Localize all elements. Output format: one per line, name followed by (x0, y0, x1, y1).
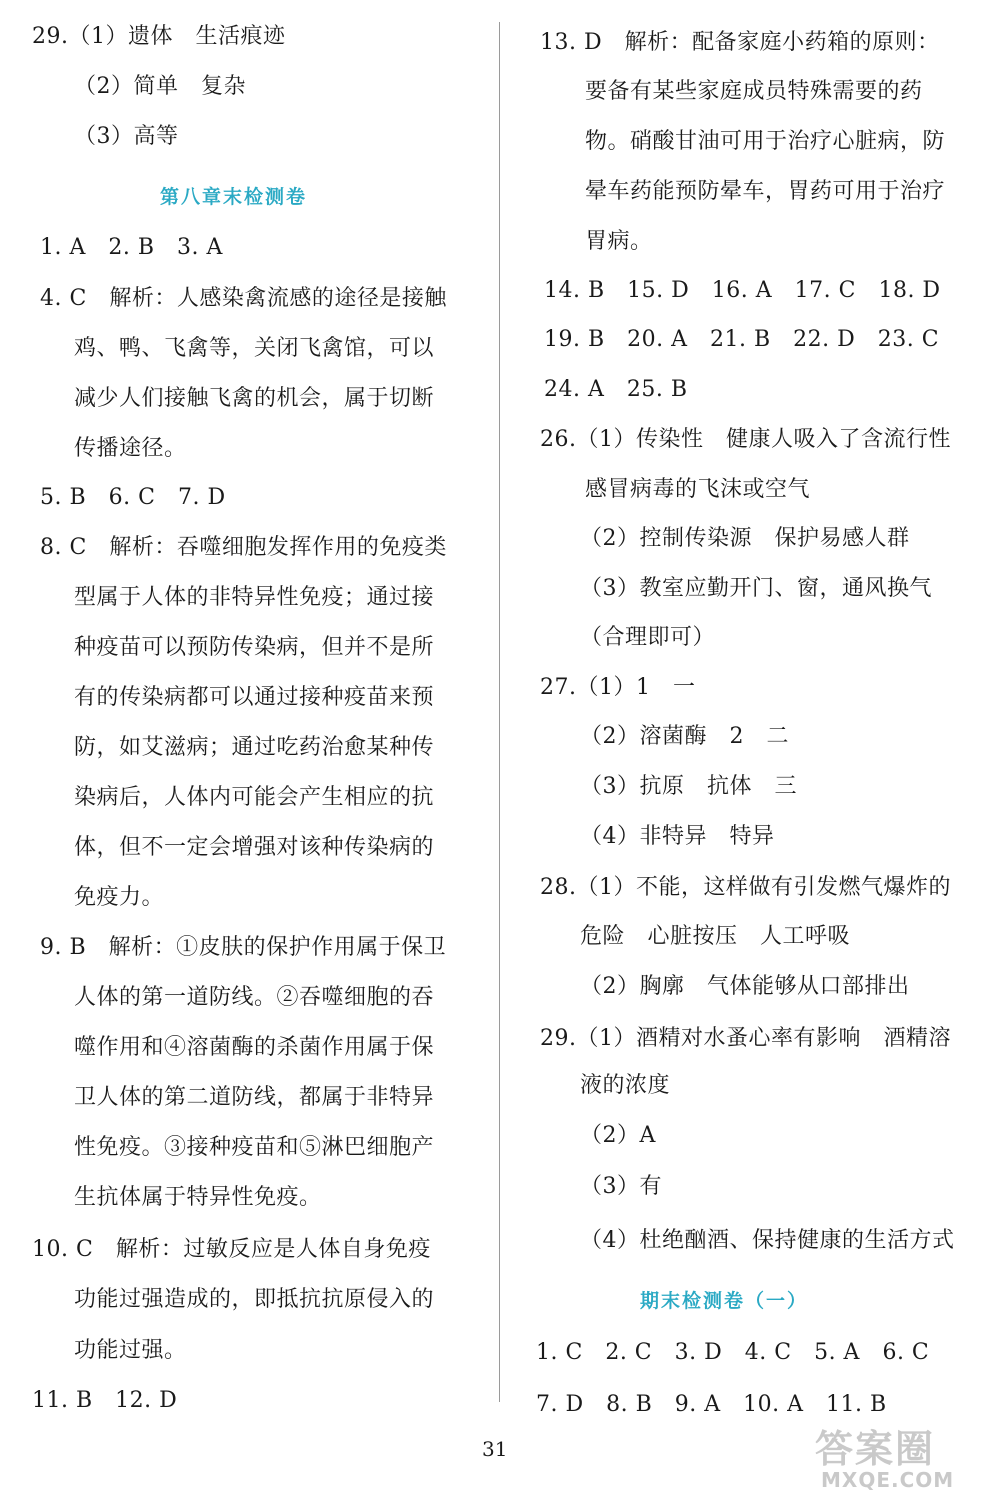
watermark-logo-text: 答案圈 (815, 1427, 936, 1471)
answer-line: 8. C 解析：吞噬细胞发挥作用的免疫类 (40, 535, 447, 560)
answer-line: 9. B 解析：①皮肤的保护作用属于保卫 (40, 935, 447, 960)
answer-line: 13. D 解析：配备家庭小药箱的原则： (540, 30, 940, 55)
answer-line: 物。硝酸甘油可用于治疗心脏病，防 (585, 129, 946, 154)
answer-line: （2）A (580, 1123, 656, 1148)
answer-line: （3）高等 (74, 124, 179, 149)
answer-line: 要备有某些家庭成员特殊需要的药 (585, 79, 923, 104)
answer-line: 染病后，人体内可能会产生相应的抗 (74, 785, 435, 810)
answer-line: （3）抗原 抗体 三 (580, 774, 797, 799)
answer-line: （2）胸廓 气体能够从口部排出 (580, 974, 910, 999)
answer-line: 型属于人体的非特异性免疫；通过接 (74, 585, 435, 610)
answer-line: 11. B 12. D (32, 1388, 178, 1413)
answer-line: 功能过强。 (74, 1338, 187, 1363)
answer-line: 种疫苗可以预防传染病，但并不是所 (74, 635, 435, 660)
answer-line: 鸡、鸭、飞禽等，关闭飞禽馆，可以 (74, 336, 435, 361)
answer-line: （3）教室应勤开门、窗，通风换气 (580, 576, 932, 601)
answer-line: 感冒病毒的飞沫或空气 (585, 477, 811, 502)
answer-line: 晕车药能预防晕车，胃药可用于治疗 (585, 179, 946, 204)
answer-line: 4. C 解析：人感染禽流感的途径是接触 (40, 286, 447, 311)
answer-line: （2）控制传染源 保护易感人群 (580, 526, 910, 551)
answer-line: 27.（1）1 一 (540, 675, 696, 700)
answer-line: （2）溶菌酶 2 二 (580, 724, 789, 749)
answer-line: 减少人们接触飞禽的机会，属于切断 (74, 386, 435, 411)
answer-line: 功能过强造成的，即抵抗抗原侵入的 (74, 1287, 435, 1312)
answer-line: （4）非特异 特异 (580, 824, 775, 849)
answer-line: （4）杜绝酗酒、保持健康的生活方式 (580, 1228, 955, 1253)
answer-line: 29.（1）酒精对水蚤心率有影响 酒精溶 (540, 1026, 951, 1051)
answer-line: 人体的第一道防线。②吞噬细胞的吞 (74, 985, 435, 1010)
answer-line: 防，如艾滋病；通过吃药治愈某种传 (74, 735, 435, 760)
answer-line: 传播途径。 (74, 436, 187, 461)
answer-line: 29.（1）遗体 生活痕迹 (32, 24, 286, 49)
column-divider (499, 22, 500, 1402)
answer-line: 有的传染病都可以通过接种疫苗来预 (74, 685, 435, 710)
answer-line: （3）有 (580, 1174, 662, 1199)
answer-line: 1. A 2. B 3. A (40, 235, 223, 260)
answer-line: 危险 心脏按压 人工呼吸 (580, 924, 851, 949)
answer-line: 免疫力。 (74, 885, 165, 910)
answer-line: 19. B 20. A 21. B 22. D 23. C (544, 327, 940, 352)
answer-line: 7. D 8. B 9. A 10. A 11. B (536, 1392, 887, 1417)
answer-line: 26.（1）传染性 健康人吸入了含流行性 (540, 427, 951, 452)
answer-line: 卫人体的第二道防线，都属于非特异 (74, 1085, 435, 1110)
section-heading: 期末检测卷（一） (640, 1290, 809, 1312)
answer-line: 胃病。 (585, 229, 653, 254)
page-number: 31 (482, 1437, 508, 1461)
answer-line: 5. B 6. C 7. D (40, 485, 226, 510)
answer-line: 生抗体属于特异性免疫。 (74, 1185, 322, 1210)
answer-line: 10. C 解析：过敏反应是人体自身免疫 (32, 1237, 431, 1262)
section-heading: 第八章末检测卷 (160, 186, 308, 208)
answer-line: 28.（1）不能，这样做有引发燃气爆炸的 (540, 875, 951, 900)
answer-line: （2）简单 复杂 (74, 74, 246, 99)
answer-line: 1. C 2. C 3. D 4. C 5. A 6. C (536, 1340, 930, 1365)
watermark-url: MXQE.COM (821, 1468, 955, 1492)
answer-line: 液的浓度 (580, 1073, 671, 1098)
answer-line: 14. B 15. D 16. A 17. C 18. D (544, 278, 941, 303)
answer-line: 24. A 25. B (544, 377, 688, 402)
answer-line: 性免疫。③接种疫苗和⑤淋巴细胞产 (74, 1135, 435, 1160)
answer-line: 体，但不一定会增强对该种传染病的 (74, 835, 435, 860)
answer-line: （合理即可） (580, 625, 716, 650)
answer-line: 噬作用和④溶菌酶的杀菌作用属于保 (74, 1035, 435, 1060)
watermark (815, 1418, 995, 1498)
